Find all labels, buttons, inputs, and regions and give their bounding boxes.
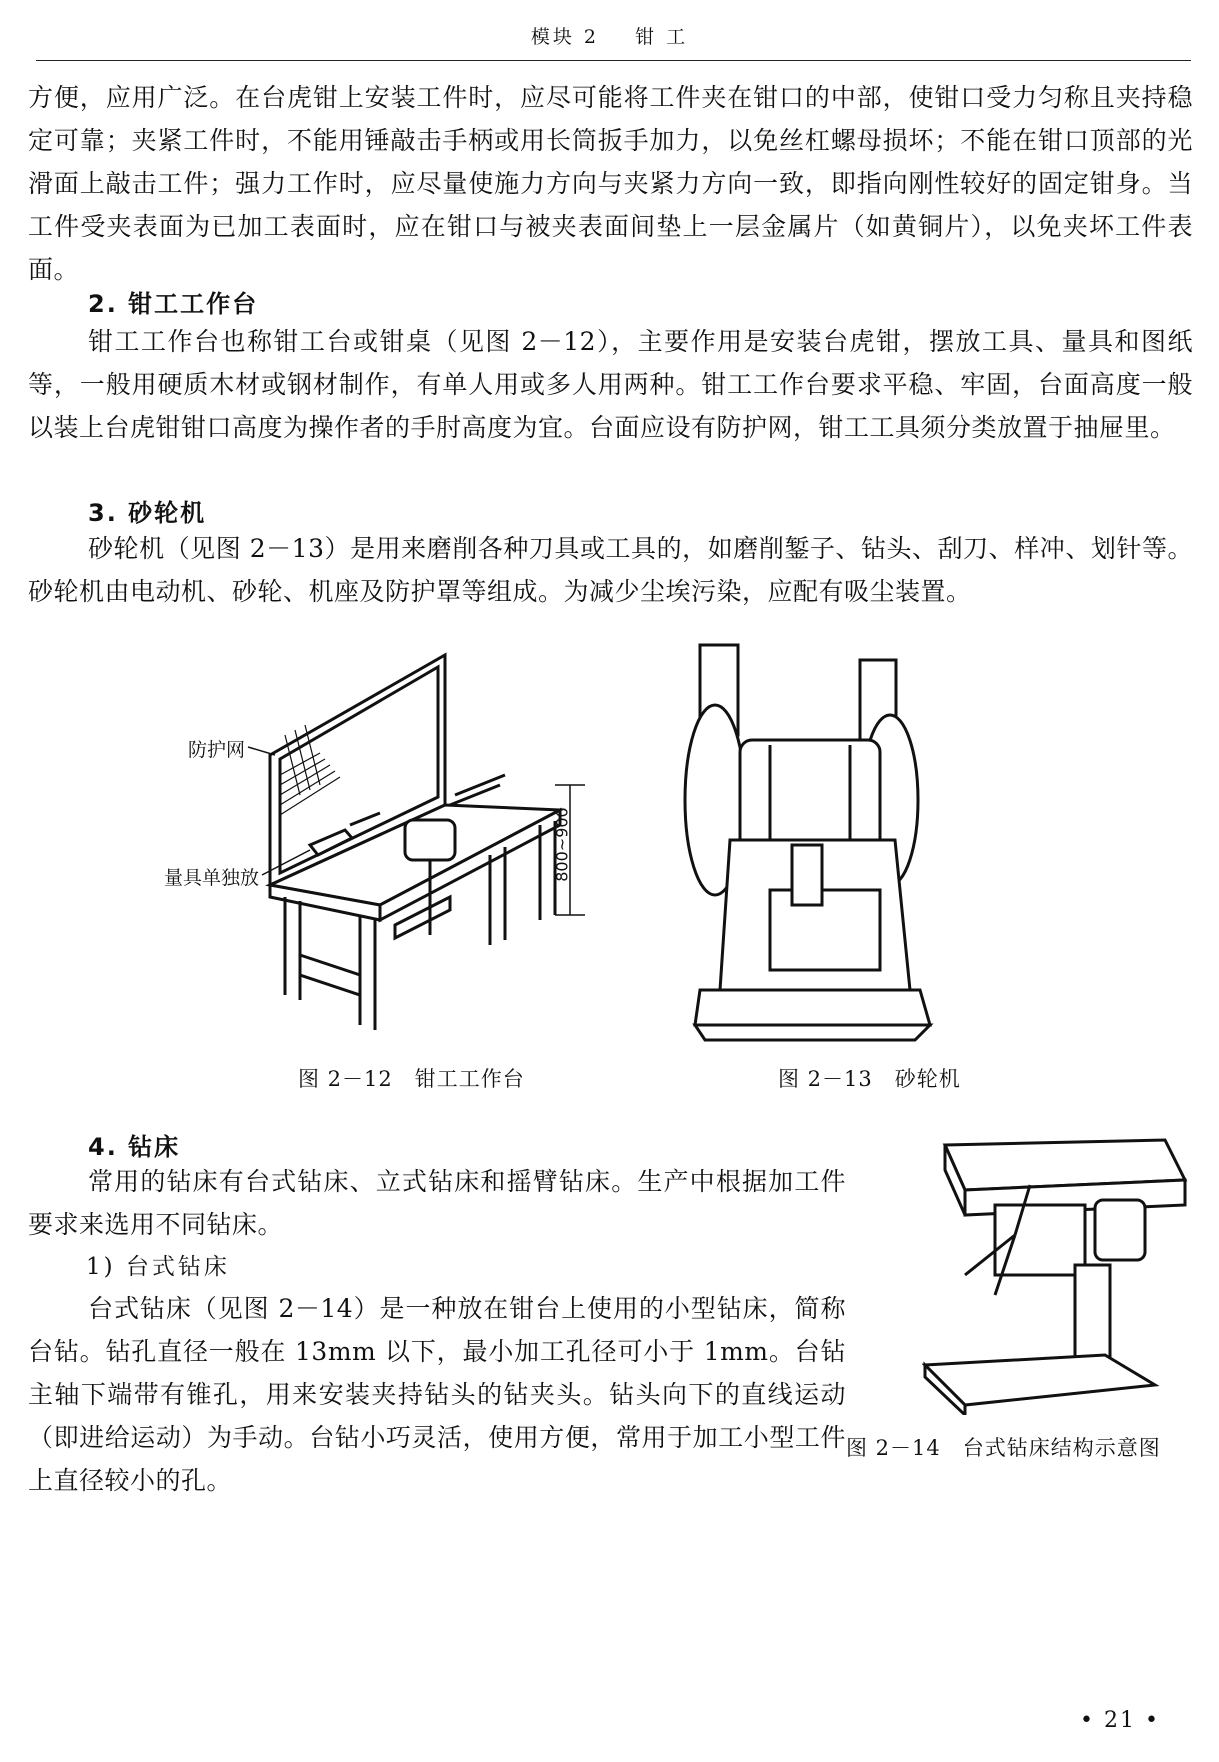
label-guard-net: 防护网 [188, 739, 246, 761]
label-measuring-tools: 量具单独放 [164, 867, 260, 889]
section-heading-workbench: 2. 钳工工作台 [88, 290, 259, 318]
caption-fig-2-13: 图 2－13 砂轮机 [778, 1067, 961, 1091]
header-title: 钳 工 [635, 26, 689, 48]
grinder-illustration [680, 640, 1040, 1050]
page-number: • 21 • [1080, 1708, 1160, 1733]
caption-fig-2-14: 图 2－14 台式钻床结构示意图 [846, 1436, 1161, 1460]
paragraph-grinder: 砂轮机（见图 2－13）是用来磨削各种刀具或工具的，如磨削錾子、钻头、刮刀、样冲、划针等。砂轮机由电动机、砂轮、机座及防护罩等组成。为减少尘埃污染，应配有吸尘装置。 [28, 534, 1193, 606]
section-heading-grinder: 3. 砂轮机 [88, 499, 207, 527]
workbench-illustration [160, 635, 590, 1045]
caption-fig-2-12: 图 2－12 钳工工作台 [298, 1067, 525, 1091]
paragraph-drill: 常用的钻床有台式钻床、立式钻床和摇臂钻床。生产中根据加工件要求来选用不同钻床。 [28, 1167, 846, 1239]
section-heading-drill: 4. 钻床 [88, 1133, 181, 1161]
figure-bench-drill [905, 1125, 1195, 1415]
paragraph-intro: 方便，应用广泛。在台虎钳上安装工件时，应尽可能将工件夹在钳口的中部，使钳口受力匀称且夹持稳定可靠；夹紧工件时，不能用锤敲击手柄或用长筒扳手加力，以免丝杠螺母损坏；不能在钳口顶部的光滑面上敲击工件；强力工作时，应尽量使施力方向与夹紧力方向一致，即指向刚性较好的固定钳身。当工件受夹表面为已加工表面时，应在钳口与被夹表面间垫上一层金属片（如黄铜片），以免夹坏工件表面。 [28, 83, 1193, 284]
running-header [0, 22, 1219, 49]
bench-drill-illustration [905, 1125, 1195, 1415]
figure-grinder [680, 640, 1040, 1050]
subheading-bench-drill: 1) 台式钻床 [86, 1254, 230, 1280]
header-rule [36, 60, 1191, 61]
label-dimension: 800~900 [552, 807, 572, 882]
figure-workbench [160, 635, 590, 1045]
paragraph-bench-drill: 台式钻床（见图 2－14）是一种放在钳台上使用的小型钻床，简称台钻。钻孔直径一般在 13mm 以下，最小加工孔径可小于 1mm。台钻主轴下端带有锥孔，用来安装夹持钻头的钻夹头。钻头向下的直线运动（即进给运动）为手动。台钻小巧灵活，使用方便，常用于加工小型工件上直径较小的孔。 [28, 1294, 846, 1495]
paragraph-workbench: 钳工工作台也称钳工台或钳桌（见图 2－12），主要作用是安装台虎钳，摆放工具、量具和图纸等，一般用硬质木材或钢材制作，有单人用或多人用两种。钳工工作台要求平稳、牢固，台面高度一般以装上台虎钳钳口高度为操作者的手肘高度为宜。台面应设有防护网，钳工工具须分类放置于抽屉里。 [28, 327, 1193, 442]
header-module: 模块 2 [530, 26, 599, 48]
